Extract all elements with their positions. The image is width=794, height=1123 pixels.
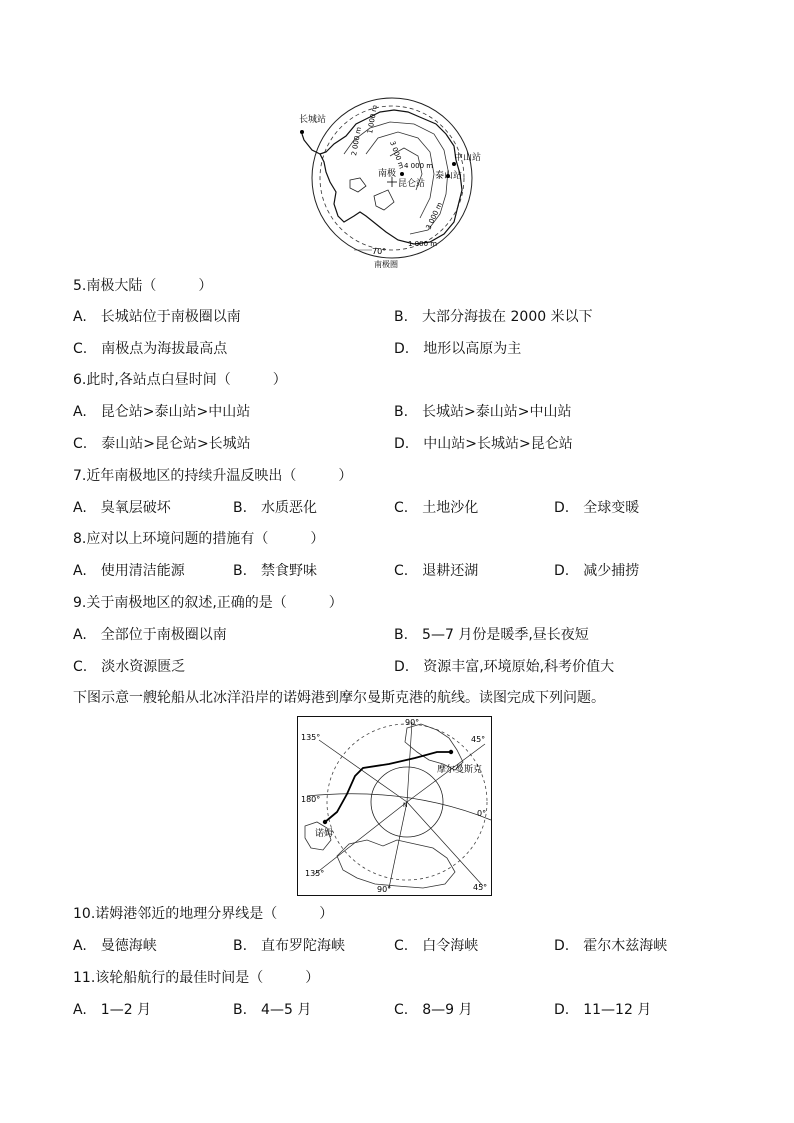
antarctica-map	[294, 94, 498, 270]
nome-port-dot	[323, 820, 327, 824]
question-5-stem: 5.南极大陆（ ）	[73, 278, 213, 294]
q11-option-b[interactable]: B. 4—5 月	[233, 1002, 312, 1018]
q10-option-d[interactable]: D. 霍尔木兹海峡	[554, 938, 668, 954]
q9-option-d[interactable]: D. 资源丰富,环境原始,科考价值大	[394, 659, 615, 675]
label-murmansk: 摩尔曼斯克	[437, 765, 483, 775]
arctic-route-map	[297, 716, 492, 896]
label-contour-4000: 4 000 m	[404, 162, 434, 170]
label-zhongshan: 中山站	[454, 153, 482, 163]
label-135-top-left: 135°	[301, 733, 321, 742]
q7-option-b[interactable]: B. 水质恶化	[233, 500, 318, 516]
kunlun-station-dot	[400, 172, 404, 176]
question-9-stem: 9.关于南极地区的叙述,正确的是（ ）	[73, 595, 343, 611]
label-90-top: 90°	[405, 718, 420, 727]
q6-option-d[interactable]: D. 中山站>长城站>昆仑站	[394, 436, 573, 452]
label-0: 0°	[477, 809, 487, 818]
q7-option-c[interactable]: C. 土地沙化	[394, 500, 479, 516]
label-nanji: 南极	[378, 169, 397, 179]
q5-option-b[interactable]: B. 大部分海拔在 2000 米以下	[394, 309, 593, 325]
changcheng-station-dot	[300, 130, 304, 134]
label-antarctic-circle: 南极圈	[374, 260, 398, 269]
q9-option-a[interactable]: A. 全部位于南极圈以南	[73, 627, 227, 643]
question-10-stem: 10.诺姆港邻近的地理分界线是（ ）	[73, 906, 334, 922]
q6-option-b[interactable]: B. 长城站>泰山站>中山站	[394, 404, 572, 420]
q8-option-d[interactable]: D. 减少捕捞	[554, 563, 640, 579]
label-45-top-right: 45°	[471, 735, 486, 744]
question-7-stem: 7.近年南极地区的持续升温反映出（ ）	[73, 468, 353, 484]
label-90-bottom: 90°	[377, 885, 392, 894]
q10-option-c[interactable]: C. 白令海峡	[394, 938, 479, 954]
murmansk-port-dot	[449, 750, 453, 754]
q8-option-c[interactable]: C. 退耕还湖	[394, 563, 479, 579]
label-changcheng: 长城站	[299, 115, 327, 125]
q10-option-a[interactable]: A. 曼德海峡	[73, 938, 157, 954]
label-180: 180°	[301, 795, 321, 804]
label-135-bottom-left: 135°	[305, 869, 325, 878]
q7-option-d[interactable]: D. 全球变暖	[554, 500, 640, 516]
q5-option-d[interactable]: D. 地形以高原为主	[394, 341, 522, 357]
ice-shelf	[350, 178, 366, 192]
q7-option-a[interactable]: A. 臭氧层破坏	[73, 500, 171, 516]
label-lat-70: 70°	[372, 247, 387, 256]
q5-option-c[interactable]: C. 南极点为海拔最高点	[73, 341, 228, 357]
label-contour-1000-top: 1 000 m	[366, 104, 380, 135]
question-11-stem: 11.该轮船航行的最佳时间是（ ）	[73, 970, 320, 986]
label-contour-3000-right: 3 000 m	[424, 201, 445, 231]
q9-option-c[interactable]: C. 淡水资源匮乏	[73, 659, 186, 675]
q8-option-b[interactable]: B. 禁食野味	[233, 563, 318, 579]
label-taishan: 泰山站	[435, 171, 463, 181]
antarctic-peninsula	[302, 134, 320, 154]
q11-option-d[interactable]: D. 11—12 月	[554, 1002, 652, 1018]
question-8-stem: 8.应对以上环境问题的措施有（ ）	[73, 531, 325, 547]
map2-intro-text: 下图示意一艘轮船从北冰洋沿岸的诺姆港到摩尔曼斯克港的航线。读图完成下列问题。	[73, 690, 605, 706]
q5-option-a[interactable]: A. 长城站位于南极圈以南	[73, 309, 241, 325]
q6-option-c[interactable]: C. 泰山站>昆仑站>长城站	[73, 436, 251, 452]
label-contour-2000: 2 000 m	[350, 126, 364, 157]
q11-option-c[interactable]: C. 8—9 月	[394, 1002, 473, 1018]
label-contour-3000-top: 3 000 m	[388, 139, 406, 171]
q10-option-b[interactable]: B. 直布罗陀海峡	[233, 938, 346, 954]
q6-option-a[interactable]: A. 昆仑站>泰山站>中山站	[73, 404, 251, 420]
q11-option-a[interactable]: A. 1—2 月	[73, 1002, 152, 1018]
label-nome: 诺姆	[315, 829, 334, 839]
label-kunlun: 昆仑站	[398, 179, 426, 189]
q8-option-a[interactable]: A. 使用清洁能源	[73, 563, 185, 579]
label-north-pole: N	[403, 802, 408, 809]
label-contour-1000-bottom: 1 000 m	[408, 240, 438, 248]
map2-frame	[298, 717, 492, 896]
ice-shelf	[374, 190, 394, 210]
q9-option-b[interactable]: B. 5—7 月份是暖季,昼长夜短	[394, 627, 589, 643]
label-45-bottom-right: 45°	[473, 883, 488, 892]
question-6-stem: 6.此时,各站点白昼时间（ ）	[73, 372, 287, 388]
